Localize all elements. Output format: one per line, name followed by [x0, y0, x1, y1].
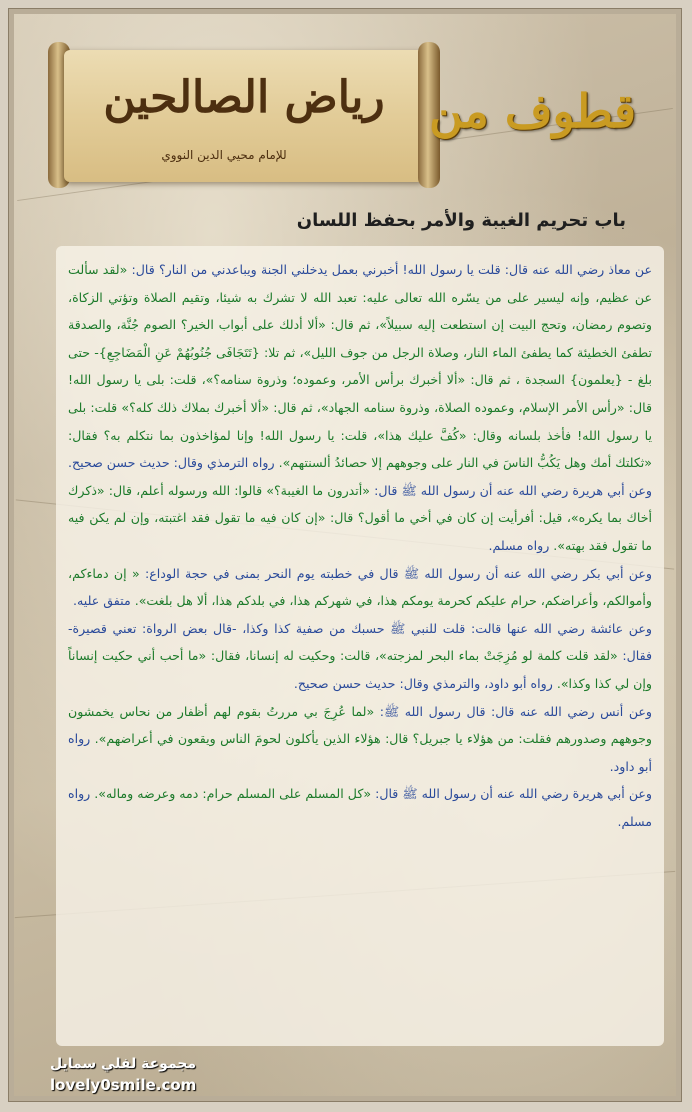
footer-site-link[interactable]: lovely0smile.com	[50, 1076, 197, 1094]
hadith-narration: وعن أنس رضي الله عنه قال: قال رسول الله ﷺ:	[374, 703, 652, 719]
hadith-narration: وعن عائشة رضي الله عنها قالت: قلت للنبي ﷺ حسبك من صفية كذا وكذا، -قال بعض الرواة: تعني قصيرة- فقال:	[68, 620, 653, 664]
book-title: رياض الصالحين	[103, 72, 385, 123]
hadith-paragraph	[68, 477, 652, 560]
hadith-quote: «لقد قلت كلمة لو مُزِجَتْ بماء البحر لمزجته»، قالت: وحكيت له إنسانا، فقال: «ما أحب أني حكيت إنساناً وإن لي كذا وكذا».	[68, 648, 652, 691]
hadith-narration: وعن أبي هريرة رضي الله عنه أن رسول الله ﷺ قال:	[371, 786, 653, 802]
hadith-source: رواه الترمذي وقال: حديث حسن صحيح.	[68, 455, 279, 471]
title-scroll	[44, 36, 444, 194]
hadith-quote: «لما عُرِجَ بي مررتُ بقوم لهم أظفار من نحاس يخمشون وجوههم وصدورهم فقلت: من هؤلاء يا جبريل؟ قال: هؤلاء الذين يأكلون لحومَ الناس ويقعون في أعراضهم».	[68, 703, 652, 747]
hadith-narration: وعن أبي هريرة رضي الله عنه أن رسول الله ﷺ قال:	[369, 482, 652, 498]
hadith-paragraph	[68, 615, 652, 698]
footer-arabic-brand: مجموعة لفلي سمايل	[50, 1056, 197, 1072]
hadith-paragraph	[68, 698, 652, 781]
chapter-title: باب تحريم الغيبة والأمر بحفظ اللسان	[296, 210, 626, 231]
hadith-source: متفق عليه.	[73, 593, 135, 609]
hadith-list	[68, 256, 652, 835]
hadith-narration: وعن أبي بكر رضي الله عنه أن رسول الله ﷺ قال في خطبته يوم النحر بمنى في حجة الوداع:	[139, 565, 652, 581]
hadith-source: رواه أبو داود.	[68, 731, 652, 774]
hadith-content-box	[56, 246, 664, 1046]
hadith-quote: «لقد سألت عن عظيم، وإنه ليسير على من يسّره الله تعالى عليه: تعبد الله لا تشرك به شيئا، وتقيم الصلاة وتؤتي الزكاة، وتصوم رمضان، وتحج البيت إن استطعت إليه سبيلاً»، ثم قال: «ألا أدلك على أبواب الخير؟ الصوم جُنَّة، والصدقة تطفئ الخطيئة كما يطفئ الماء النار، وصلاة الرجل من جوف الليل»، ثم تلا: {تَتَجَافَى جُنُوبُهُمْ عَنِ الْمَضَاجِعِ}- حتى بلغ - {يعلمون} السجدة ، ثم قال: «ألا أخبرك برأس الأمر، وعموده؛ وذروة سنامه؟»، قلت: بلى يا رسول الله! قال: «رأس الأمر الإسلام، وعموده الصلاة، وذروة سنامه الجهاد»، ثم قال: «ألا أخبرك بملاك ذلك كله؟» قلت: بلى يا رسول الله! فأخذ بلسانه وقال: «كُفَّ عليك هذا»، قلت: يا رسول الله! وإنا لمؤاخذون بما نتكلم به؟ فقال: «ثكلتك أمك وهل يَكُبُّ الناسَ في النار على وجوههم إلا حصائدُ ألسنتهم».	[68, 262, 652, 471]
hadith-source: رواه مسلم.	[488, 537, 554, 553]
hadith-paragraph	[68, 780, 652, 835]
hadith-source: رواه مسلم.	[68, 786, 652, 829]
hadith-quote: «أتدرون ما الغيبة؟» قالوا: الله ورسوله أعلم، قال: «ذكرك أخاك بما يكره»، قيل: أفرأيت إن كان في أخي ما أقول؟ قال: «إن كان فيه ما تقول فقد اغتبته، وإن لم يكن فيه ما تقول فقد بهته».	[68, 482, 652, 553]
hadith-quote: «كل المسلم على المسلم حرام: دمه وعرضه وماله».	[94, 786, 372, 802]
hadith-paragraph	[68, 256, 652, 477]
hadith-quote: « إن دماءكم، وأموالكم، وأعراضكم، حرام عليكم كحرمة يومكم هذا، في شهركم هذا، في بلدكم هذا، ألا هل بلغت».	[68, 565, 652, 609]
parchment-background	[14, 14, 676, 1096]
qotof-heading: قطوف من	[429, 84, 636, 138]
hadith-narration: عن معاذ رضي الله عنه قال: قلت يا رسول الله! أخبرني بعمل يدخلني الجنة ويباعدني من النار؟ قال:	[127, 262, 652, 277]
book-author: للإمام محيي الدين النووي	[161, 148, 287, 162]
hadith-source: رواه أبو داود، والترمذي وقال: حديث حسن صحيح.	[293, 675, 557, 691]
hadith-paragraph	[68, 560, 652, 615]
